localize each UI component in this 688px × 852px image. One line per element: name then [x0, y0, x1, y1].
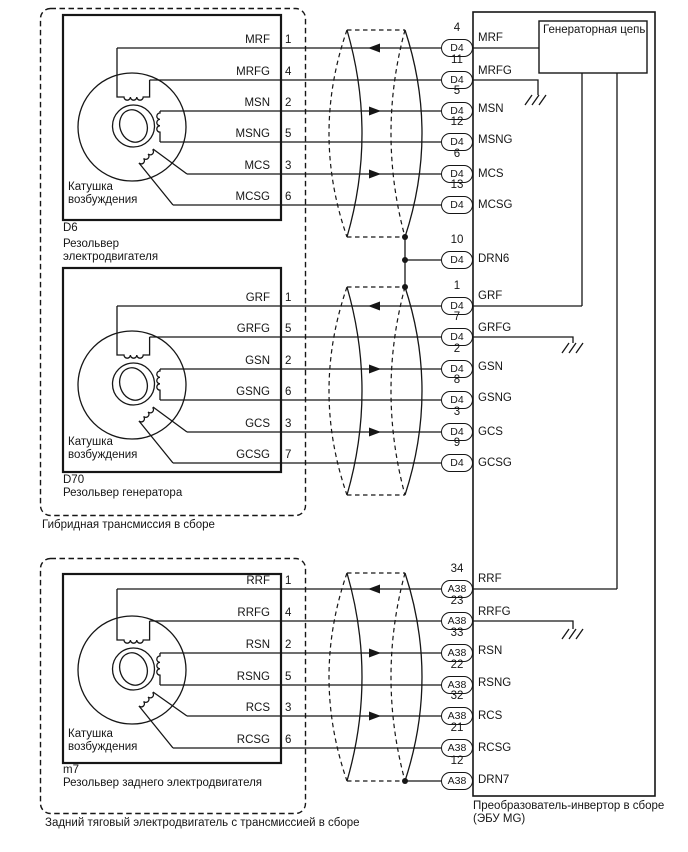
- RSNG-label-right: RSNG: [478, 677, 512, 689]
- junction-dot: [402, 257, 408, 263]
- connector-label: A38: [447, 710, 467, 722]
- connector-label: A38: [447, 583, 467, 595]
- GRF-label-left: GRF: [245, 292, 270, 304]
- connector-label: D4: [450, 42, 464, 54]
- GRF-label-right: GRF: [478, 290, 503, 302]
- RSN-connector-pin: 33: [450, 627, 464, 639]
- MSNG-connector-pin: 12: [450, 116, 464, 128]
- MCS-connector-pin: 6: [453, 148, 461, 160]
- twisted-pair-arcs: [347, 287, 422, 495]
- arrow-right-icon: [369, 107, 381, 116]
- resolver-caption: Резольвер генератора: [63, 487, 183, 499]
- arrow-right-icon: [369, 649, 381, 658]
- connector-D4-pin-13: [441, 196, 473, 214]
- GCS-label-left: GCS: [245, 418, 270, 430]
- GSNG-label-left: GSNG: [236, 386, 270, 398]
- arrow-left-icon: [368, 302, 380, 311]
- GCSG-connector-pin: 9: [453, 437, 461, 449]
- connector-label: D4: [450, 331, 464, 343]
- MSN-connector-pin: 5: [453, 85, 461, 97]
- excitation-coil-icon: [139, 692, 155, 708]
- excitation-coil-label: Катушка возбуждения: [68, 436, 138, 461]
- RSN-resolver-pin: 2: [285, 639, 292, 651]
- MCS-label-right: MCS: [478, 168, 504, 180]
- resolver-rotor-ring: [113, 363, 155, 405]
- shielded-cable-icon: [329, 30, 405, 237]
- RRF-label-right: RRF: [478, 573, 502, 585]
- resolver-stator-circle: [78, 73, 186, 181]
- inverter-caption-line2: (ЭБУ MG): [473, 813, 526, 825]
- GSN-resolver-pin: 2: [285, 355, 292, 367]
- GCSG-label-left: GCSG: [236, 449, 270, 461]
- MCSG-label-left: MCSG: [235, 191, 270, 203]
- RRFG-label-left: RRFG: [237, 607, 270, 619]
- connector-label: A38: [447, 647, 467, 659]
- hybrid-transmission-caption: Гибридная трансмиссия в сборе: [42, 519, 215, 531]
- arrow-right-icon: [369, 712, 381, 721]
- connector-label: D4: [450, 426, 464, 438]
- RSN-label-left: RSN: [245, 639, 270, 651]
- RRF-connector-pin: 34: [450, 563, 464, 575]
- MRF-connector-pin: 4: [453, 22, 461, 34]
- excitation-coil-label: Катушка возбуждения: [68, 728, 138, 753]
- generator-circuit-label: Генераторная цепь: [543, 24, 646, 36]
- GCSG-label-right: GCSG: [478, 457, 512, 469]
- MRFG-label-right: MRFG: [478, 65, 512, 77]
- rear-motor-caption: Задний тяговый электродвигатель с трансмиссией в сборе: [45, 817, 360, 829]
- RCSG-label-right: RCSG: [478, 742, 512, 754]
- MCSG-label-right: MCSG: [478, 199, 513, 211]
- connector-label: D4: [450, 300, 464, 312]
- connector-label: D4: [450, 105, 464, 117]
- ground-icon: [525, 95, 546, 105]
- connector-label: D4: [450, 254, 464, 266]
- GRFG-label-right: GRFG: [478, 322, 512, 334]
- DRN7-label-right: DRN7: [478, 774, 510, 786]
- resolver-stator-circle: [78, 331, 186, 439]
- connector-label: A38: [447, 742, 467, 754]
- connector-label: A38: [447, 679, 467, 691]
- MSNG-resolver-pin: 5: [285, 128, 292, 140]
- RSNG-connector-pin: 22: [450, 659, 464, 671]
- arrow-left-icon: [368, 44, 380, 53]
- resolver-rotor-ellipse: [115, 106, 152, 146]
- DRN7-connector-pin: 12: [450, 755, 464, 767]
- GCS-label-right: GCS: [478, 426, 503, 438]
- DRN6-connector-pin: 10: [450, 234, 464, 246]
- GRFG-label-left: GRFG: [236, 323, 270, 335]
- arrow-right-icon: [369, 170, 381, 179]
- resolver-stator-circle: [78, 616, 186, 724]
- inverter-caption-line1: Преобразователь-инвертор в сборе: [473, 800, 665, 812]
- connector-D4-pin-10: [441, 251, 473, 269]
- RSNG-label-left: RSNG: [236, 671, 270, 683]
- RRFG-connector-pin: 23: [450, 595, 464, 607]
- connector-A38-pin-12: [441, 772, 473, 790]
- RRF-resolver-pin: 1: [285, 575, 292, 587]
- resolver-rotor-ring: [113, 648, 155, 690]
- GRFG-connector-pin: 7: [453, 311, 461, 323]
- shield-drain-wires: [405, 237, 441, 781]
- MRFG-resolver-pin: 4: [285, 66, 292, 78]
- MRF-resolver-pin: 1: [285, 34, 292, 46]
- shielded-cable-icon: [329, 287, 405, 495]
- arrow-left-icon: [368, 585, 380, 594]
- RCS-resolver-pin: 3: [285, 702, 292, 714]
- MCSG-connector-pin: 13: [450, 179, 464, 191]
- generator-circuit-stub-lines: [582, 73, 617, 589]
- MSN-label-left: MSN: [244, 97, 270, 109]
- RCS-label-left: RCS: [245, 702, 270, 714]
- arrow-right-icon: [369, 428, 381, 437]
- connector-label: D4: [450, 199, 464, 211]
- MSN-resolver-pin: 2: [285, 97, 292, 109]
- GSN-label-right: GSN: [478, 361, 503, 373]
- connector-label: D4: [450, 136, 464, 148]
- shielded-cable-icon: [329, 573, 405, 781]
- signal-wires: [117, 48, 441, 205]
- MRFG-connector-pin: 11: [451, 54, 463, 66]
- ground-icon: [562, 629, 583, 639]
- GCS-connector-pin: 3: [453, 406, 461, 418]
- RCSG-label-left: RCSG: [236, 734, 270, 746]
- GSN-label-left: GSN: [245, 355, 270, 367]
- arrow-right-icon: [369, 365, 381, 374]
- GSNG-resolver-pin: 6: [285, 386, 292, 398]
- RRFG-resolver-pin: 4: [285, 607, 292, 619]
- excitation-coil-icon: [139, 407, 155, 423]
- GSN-connector-pin: 2: [453, 343, 461, 355]
- excitation-coil-label: Катушка возбуждения: [68, 181, 138, 206]
- signal-wires: [117, 306, 441, 463]
- MCS-resolver-pin: 3: [285, 160, 292, 172]
- resolver-rotor-ring: [113, 105, 155, 147]
- RSNG-resolver-pin: 5: [285, 671, 292, 683]
- RCS-connector-pin: 32: [450, 690, 464, 702]
- resolver-rotor-ellipse: [115, 364, 152, 404]
- connector-label: D4: [450, 363, 464, 375]
- resolver-code: D6: [63, 222, 78, 234]
- connector-label: D4: [450, 168, 464, 180]
- MRF-label-right: MRF: [478, 32, 503, 44]
- connector-label: A38: [447, 775, 467, 787]
- RRF-label-left: RRF: [246, 575, 270, 587]
- connector-label: D4: [450, 74, 464, 86]
- twisted-pair-arcs: [347, 30, 422, 237]
- twisted-pair-arcs: [347, 573, 422, 781]
- signal-wires: [117, 589, 441, 748]
- GSNG-connector-pin: 8: [453, 374, 461, 386]
- resolver-code: D70: [63, 474, 85, 486]
- MSNG-label-right: MSNG: [478, 134, 513, 146]
- connector-label: D4: [450, 457, 464, 469]
- RCS-label-right: RCS: [478, 710, 503, 722]
- MRF-label-left: MRF: [245, 34, 270, 46]
- GCSG-resolver-pin: 7: [285, 449, 292, 461]
- MSN-label-right: MSN: [478, 103, 504, 115]
- GCS-resolver-pin: 3: [285, 418, 292, 430]
- GRF-connector-pin: 1: [453, 280, 461, 292]
- GRFG-resolver-pin: 5: [285, 323, 292, 335]
- GSNG-label-right: GSNG: [478, 392, 512, 404]
- RRFG-label-right: RRFG: [478, 606, 511, 618]
- RSN-label-right: RSN: [478, 645, 503, 657]
- MCSG-resolver-pin: 6: [285, 191, 292, 203]
- connector-label: A38: [447, 615, 467, 627]
- RCSG-connector-pin: 21: [450, 722, 464, 734]
- DRN6-label-right: DRN6: [478, 253, 510, 265]
- MSNG-label-left: MSNG: [235, 128, 270, 140]
- connector-label: D4: [450, 394, 464, 406]
- GRF-resolver-pin: 1: [285, 292, 292, 304]
- RCSG-resolver-pin: 6: [285, 734, 292, 746]
- resolver-code: m7: [63, 764, 79, 776]
- resolver-caption: Резольвер заднего электродвигателя: [63, 777, 263, 789]
- connector-D4-pin-9: [441, 454, 473, 472]
- resolver-caption: Резольвер электродвигателя: [63, 238, 159, 263]
- MRFG-label-left: MRFG: [236, 66, 270, 78]
- MCS-label-left: MCS: [244, 160, 270, 172]
- ground-icon: [562, 343, 583, 353]
- excitation-coil-icon: [139, 149, 155, 165]
- resolver-rotor-ellipse: [115, 649, 152, 689]
